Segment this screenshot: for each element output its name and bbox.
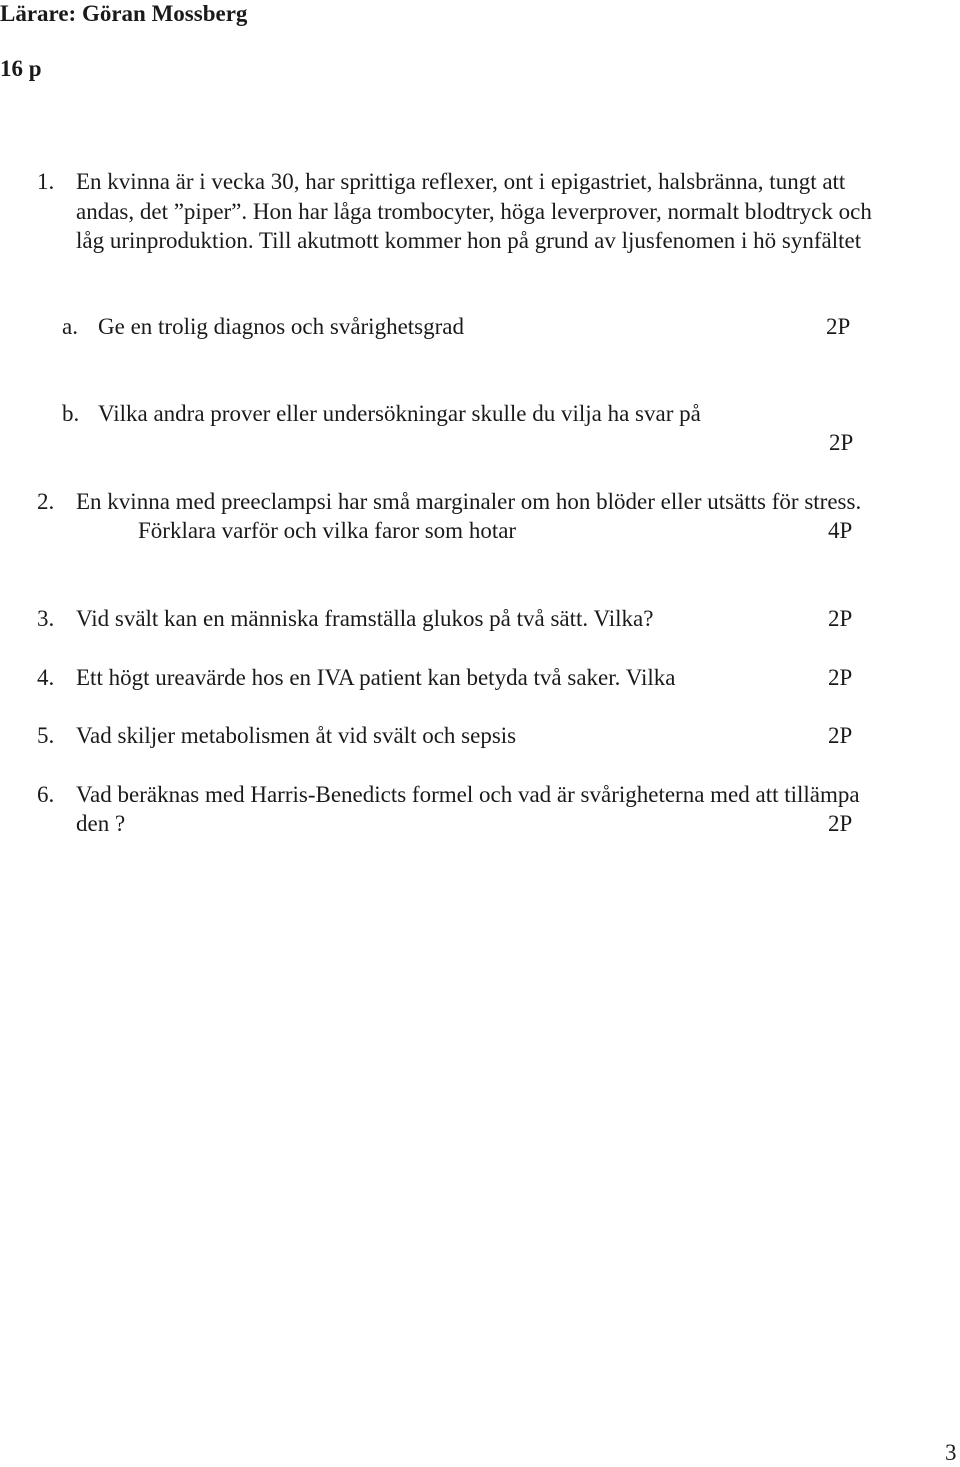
subquestion-label: b.: [62, 401, 80, 426]
page-number: 3: [945, 1440, 957, 1465]
question-text-line: Vad beräknas med Harris-Benedicts formel och vad är svårigheterna med att tillämpa: [76, 782, 860, 807]
points-value: 2P: [828, 606, 853, 631]
question-number: 2.: [37, 489, 55, 514]
question-text: Vid svält kan en människa framställa glukos på två sätt. Vilka?: [76, 606, 654, 631]
points-value: 2P: [828, 723, 853, 748]
question-number: 3.: [37, 606, 55, 631]
question-text-line: En kvinna med preeclampsi har små marginaler om hon blöder eller utsätts för stress.: [76, 489, 862, 514]
question-text: Vad skiljer metabolismen åt vid svält och sepsis: [76, 723, 517, 748]
question-text-line: den ?: [76, 811, 126, 836]
points-value: 2P: [826, 314, 851, 339]
subquestion-text: Vilka andra prover eller undersökningar skulle du vilja ha svar på: [98, 401, 701, 426]
question-text-line: låg urinproduktion. Till akutmott kommer hon på grund av ljusfenomen i hö synfältet: [76, 228, 862, 253]
teacher-heading: Lärare: Göran Mossberg: [0, 1, 248, 26]
question-number: 5.: [37, 723, 55, 748]
question-number: 4.: [37, 665, 55, 690]
question-text-line: Förklara varför och vilka faror som hotar: [138, 518, 517, 543]
subquestion-text: Ge en trolig diagnos och svårighetsgrad: [98, 314, 464, 339]
points-value: 2P: [829, 430, 854, 455]
points-value: 2P: [828, 665, 853, 690]
points-value: 2P: [828, 811, 853, 836]
question-text-line: andas, det ”piper”. Hon har låga trombocyter, höga leverprover, normalt blodtryck och: [76, 199, 872, 224]
total-points: 16 p: [0, 56, 42, 81]
question-number: 1.: [37, 169, 55, 194]
points-value: 4P: [828, 518, 853, 543]
question-text: Ett högt ureavärde hos en IVA patient kan betyda två saker. Vilka: [76, 665, 676, 690]
subquestion-label: a.: [62, 314, 78, 339]
question-text-line: En kvinna är i vecka 30, har sprittiga reflexer, ont i epigastriet, halsbränna, tungt att: [76, 169, 846, 194]
question-number: 6.: [37, 782, 55, 807]
